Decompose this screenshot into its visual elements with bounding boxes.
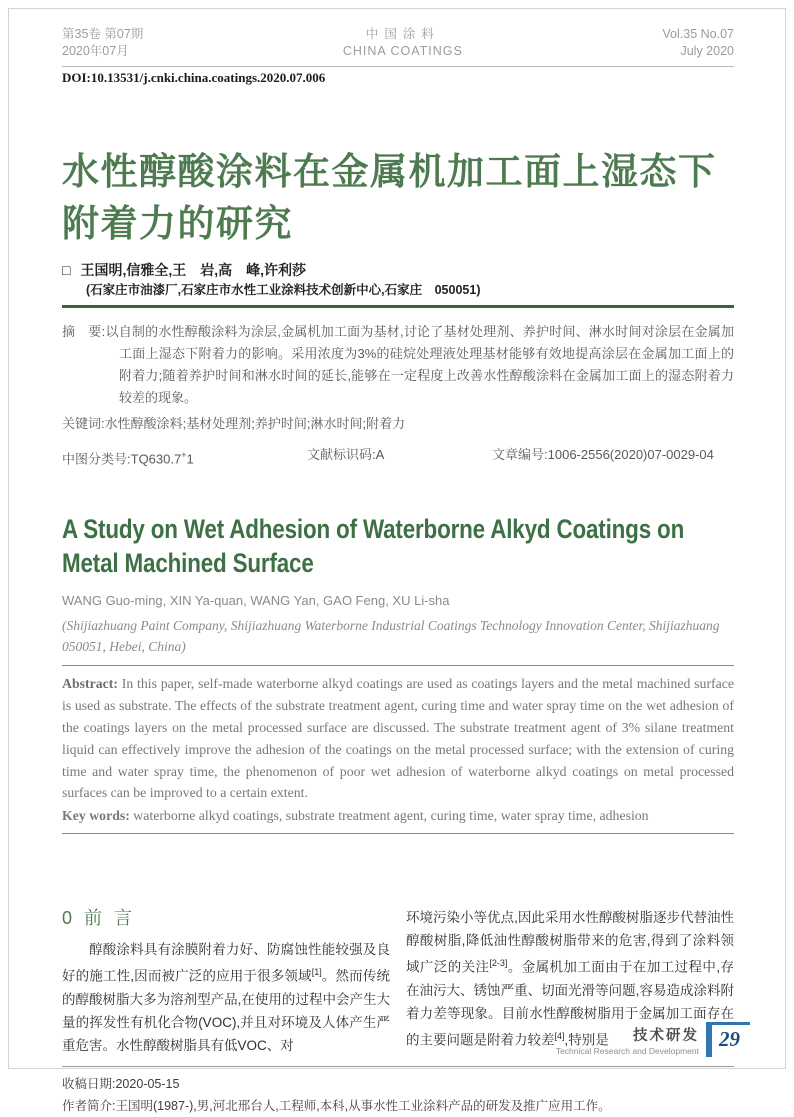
section-heading-intro: 0 前 言: [62, 907, 133, 928]
journal-name: [343, 26, 463, 60]
keywords-cn: [62, 413, 734, 435]
footnote-divider: [62, 1066, 734, 1067]
divider-thin-top: [62, 665, 734, 666]
bio-label: 作者简介:: [62, 1099, 116, 1114]
keywords-label-en: Key words:: [62, 808, 130, 824]
issue-date-cn: 2020年07月: [62, 44, 129, 58]
article-title-en: [62, 512, 734, 580]
received-value: 2020-05-15: [115, 1077, 180, 1092]
article-id-value: 1006-2556(2020)07-0029-04: [547, 447, 714, 462]
abstract-label-cn: 摘 要:: [62, 324, 106, 339]
abstract-text-en: In this paper, self-made waterborne alkyd coatings are used as coatings layers and the metal machined surface is used as substrate. The effects of the substrate treatment agent, curing time and water spray time on the wet adhesion of the coatings layers on the metal processed surface are discussed. The substrate treatment agent of 3% silane treatment liquid can effectively improve the adhesion of the coatings on the metal processed surface; with the extension of curing time and water spray time, the phenomenon of poor wet adhesion of waterborne alkyd coatings on metal processed surfaces can be improved to a certain extent.: [62, 676, 735, 801]
footnotes: [62, 1073, 734, 1117]
journal-name-en: CHINA COATINGS: [342, 44, 463, 58]
journal-header: [62, 26, 734, 67]
doc-code-label: 文献标识码:: [307, 447, 376, 462]
keywords-en: [62, 805, 734, 827]
abstract-en: [62, 673, 734, 804]
clc-base: TQ630.7: [130, 451, 182, 467]
divider-thin-bottom: [62, 833, 734, 834]
issue-date-en: July 2020: [680, 44, 734, 58]
body-column-left: [62, 906, 390, 1058]
affiliation-en: (Shijiazhuang Paint Company, Shijiazhuang Waterborne Industrial Coatings Technology Innovation Center, Shijiazhuang 050051, Hebei, China): [62, 618, 720, 655]
en-title-line-2: Metal Machined Surface: [62, 548, 314, 579]
doc-code-value: A: [375, 447, 385, 462]
article-id: [492, 444, 714, 470]
volume-issue: 第35卷 第07期: [62, 27, 144, 41]
clc-number: [62, 444, 307, 470]
clc-sup: +: [181, 450, 187, 460]
journal-name-cn: 中国涂料: [365, 27, 440, 41]
page-number-badge: 29: [706, 1022, 750, 1057]
article-id-label: 文章编号:: [492, 447, 548, 462]
body-paragraph-right: 环境污染小等优点,因此采用水性醇酸树脂逐步代替油性醇酸树脂,降低油性醇酸树脂带来的危害,得到了涂料领域广泛的关注[2-3]。金属机加工面由于在加工过程中,存在油污大、锈蚀严重、切面光滑等问题,容易造成涂料附着力差等现象。目前水性醇酸树脂用于金属加工面存在的主要问题是附着力较差[4],特别是: [406, 909, 734, 1048]
volume-issue-en: Vol.35 No.07: [662, 27, 734, 41]
footer-section-cn: 技术研发: [633, 1028, 699, 1044]
abstract-cn-block: [62, 308, 734, 470]
english-section: [62, 512, 734, 834]
keywords-text-en: waterborne alkyd coatings, substrate treatment agent, curing time, water spray time, adhesion: [133, 808, 649, 824]
received-label: 收稿日期:: [62, 1077, 116, 1092]
abstract-text-cn: 以自制的水性醇酸涂料为涂层,金属机加工面为基材,讨论了基材处理剂、养护时间、淋水时间对涂层在金属加工面上湿态下附着力的影响。采用浓度为3%的硅烷处理液处理基材能够有效地提高涂层在金属加工面上的附着力;随着养护时间和淋水时间的延长,能够在一定程度上改善水性醇酸涂料在金属加工面上的湿态附着力较差的现象。: [105, 324, 734, 405]
article-meta-row: [62, 444, 734, 470]
abstract-label-en: Abstract:: [62, 676, 118, 692]
affiliation-cn: (石家庄市油漆厂,石家庄市水性工业涂料技术创新中心,石家庄 050051): [86, 283, 481, 297]
title-line-2: 附着力的研究: [62, 203, 293, 244]
en-title-line-1: A Study on Wet Adhesion of Waterborne Alkyd Coatings on: [62, 514, 685, 545]
title-line-1: 水性醇酸涂料在金属机加工面上湿态下: [62, 151, 717, 192]
authors-row: [62, 260, 734, 280]
bio-text: 王国明(1987-),男,河北邢台人,工程师,本科,从事水性工业涂料产品的研发及推广应用工作。: [115, 1099, 611, 1114]
authors-en: WANG Guo-ming, XIN Ya-quan, WANG Yan, GAO Feng, XU Li-sha: [62, 593, 450, 609]
keywords-text-cn: 水性醇酸涂料;基材处理剂;养护时间;淋水时间;附着力: [104, 416, 406, 431]
clc-label: 中图分类号:: [62, 451, 131, 467]
author-marker-icon: □: [62, 262, 71, 278]
keywords-label-cn: 关键词:: [62, 416, 105, 431]
article-title-cn: [62, 146, 734, 250]
footer-section-labels: [556, 1022, 699, 1057]
doi: DOI:10.13531/j.cnki.china.coatings.2020.07.006: [62, 70, 326, 85]
header-issue-info: [62, 26, 143, 60]
header-vol-info: [662, 26, 734, 60]
authors-cn: 王国明,信雅全,王 岩,高 峰,许利莎: [80, 262, 307, 278]
footer-section-marker: [556, 1022, 750, 1057]
abstract-cn: [62, 321, 734, 409]
author-bio-line: [62, 1095, 734, 1117]
body-paragraph-left: 醇酸涂料具有涂膜附着力好、防腐蚀性能较强及良好的施工性,因而被广泛的应用于很多领域[1]。然而传统的醇酸树脂大多为溶剂型产品,在使用的过程中会产生大量的挥发性有机化合物(VOC),并且对环境及人体产生严重危害。水性醇酸树脂具有低VOC、对: [62, 941, 390, 1054]
footer-section-en: Technical Research and Development: [555, 1046, 699, 1056]
clc-suffix: 1: [186, 451, 194, 467]
received-date-line: [62, 1073, 734, 1095]
document-code: [307, 444, 492, 470]
